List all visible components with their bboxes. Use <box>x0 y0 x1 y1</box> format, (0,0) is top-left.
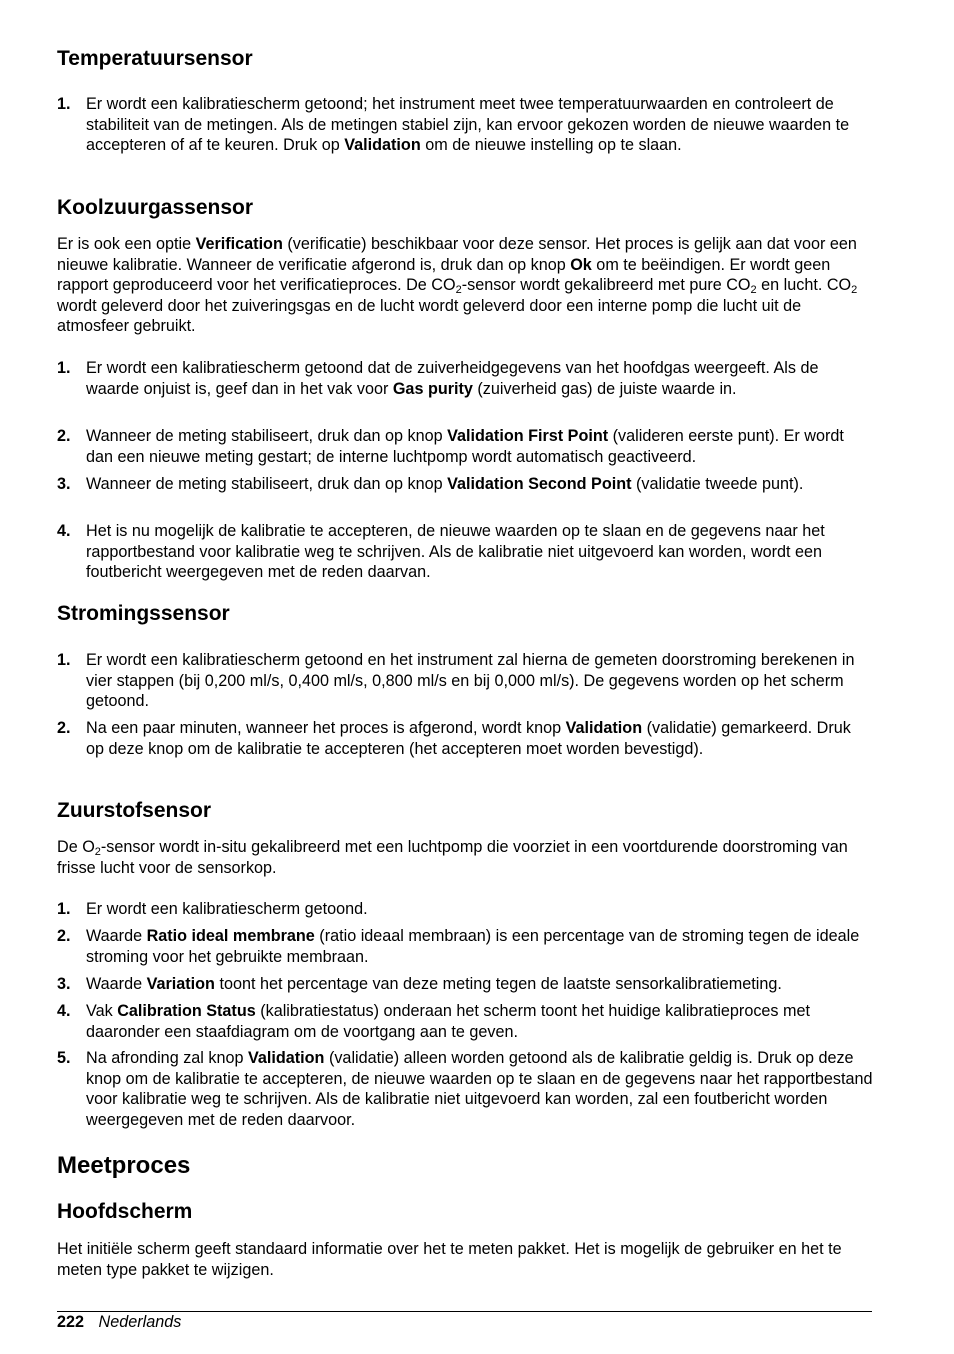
heading-zuurstofsensor: Zuurstofsensor <box>57 799 212 822</box>
list-number: 2. <box>57 427 71 445</box>
list-text: Na afronding zal knop Validation (validatie) alleen worden getoond als de kalibratie geldig is. Druk op deze knop om de kalibratie te accepteren, de nieuwe waarden op te slaan en de gegevens naar het rapportbestand voor kalibratie weg te schrijven. Als de kalibratie niet uitgevoerd kan worden, zal een foutbericht worden weergegeven met de reden daarvoor. <box>86 1049 873 1129</box>
list-text: Er wordt een kalibratiescherm getoond dat de zuiverheidgegevens van het hoofdgas weergeeft. Als de waarde onjuist is, geef dan in het vak voor Gas purity (zuiverheid gas) de juiste waarde in. <box>86 359 819 398</box>
list-text: Er wordt een kalibratiescherm getoond; het instrument meet twee temperatuurwaarden en controleert de stabiliteit van de metingen. Als de metingen stabiel zijn, kan ervoor gekozen worden de nieuwe waarden te accepteren of af te keuren. Druk op Validation om de nieuwe instelling op te slaan. <box>86 95 850 154</box>
list-item-temp-1 <box>57 94 873 156</box>
list-text: Waarde Ratio ideal membrane (ratio ideaal membraan) is een percentage van de stroming tegen de ideale stroming voor het gebruikte membraan. <box>86 927 860 966</box>
list-text: Wanneer de meting stabiliseert, druk dan op knop Validation First Point (valideren eerste punt). Er wordt dan een nieuwe meting gestart; de interne luchtpomp wordt automatisch geactiveerd. <box>86 427 844 466</box>
list-item-co2-2 <box>57 426 873 467</box>
list-text: Het is nu mogelijk de kalibratie te accepteren, de nieuwe waarden op te slaan en de gegevens naar het rapportbestand voor kalibratie weg te schrijven. Als de kalibratie niet uitgevoerd kan worden, wordt een foutbericht weergegeven met de reden daarvan. <box>86 522 825 581</box>
heading-meetproces: Meetproces <box>57 1152 191 1179</box>
list-number: 1. <box>57 900 71 918</box>
list-number: 5. <box>57 1049 71 1067</box>
list-text: Wanneer de meting stabiliseert, druk dan op knop Validation Second Point (validatie tweede punt). <box>86 475 804 493</box>
list-item-o2-4 <box>57 1001 873 1042</box>
list-item-o2-1 <box>57 899 873 920</box>
list-text: Na een paar minuten, wanneer het proces is afgerond, wordt knop Validation (validatie) gemarkeerd. Druk op deze knop om de kalibratie te accepteren (het accepteren moet worden bevestigd). <box>86 719 851 758</box>
list-item-o2-3 <box>57 974 873 995</box>
list-item-co2-1 <box>57 358 873 399</box>
list-number: 1. <box>57 651 71 669</box>
list-text: Er wordt een kalibratiescherm getoond. <box>86 900 368 918</box>
list-item-flow-1 <box>57 650 873 712</box>
heading-stromingssensor: Stromingssensor <box>57 602 230 625</box>
list-number: 2. <box>57 719 71 737</box>
paragraph-hoofdscherm: Het initiële scherm geeft standaard informatie over het te meten pakket. Het is mogelijk de gebruiker en het te meten type pakket te wijzigen. <box>57 1240 842 1279</box>
list-number: 3. <box>57 975 71 993</box>
paragraph-o2-intro: De $O_2$-sensor wordt in-situ gekalibreerd met een luchtpomp die voorziet in een voortdurende doorstroming van frisse lucht voor de sensorkop. <box>57 838 848 877</box>
list-number: 3. <box>57 475 71 493</box>
page-number: 222 <box>57 1313 85 1331</box>
list-item-o2-5 <box>57 1048 873 1130</box>
list-number: 2. <box>57 927 71 945</box>
list-number: 1. <box>57 359 71 377</box>
list-text: Waarde Variation toont het percentage van deze meting tegen de laatste sensorkalibratiemeting. <box>86 975 782 993</box>
list-text: Vak Calibration Status (kalibratiestatus) onderaan het scherm toont het huidige kalibratieproces met daaronder een staafdiagram om de voortgang aan te geven. <box>86 1002 810 1041</box>
heading-hoofdscherm: Hoofdscherm <box>57 1200 193 1223</box>
list-item-co2-4 <box>57 521 873 583</box>
heading-temperatuursensor: Temperatuursensor <box>57 47 253 70</box>
heading-koolzuurgassensor: Koolzuurgassensor <box>57 196 254 219</box>
list-number: 4. <box>57 1002 71 1020</box>
list-item-o2-2 <box>57 926 873 967</box>
list-item-flow-2 <box>57 718 873 759</box>
list-text: Er wordt een kalibratiescherm getoond en het instrument zal hierna de gemeten doorstroming berekenen in vier stappen (bij 0,200 ml/s, 0,400 ml/s, 0,800 ml/s en bij 0,000 ml/s). De gegevens worden op het scherm getoond. <box>86 651 855 710</box>
list-number: 4. <box>57 522 71 540</box>
footer-language: Nederlands <box>98 1313 182 1331</box>
page-footer <box>57 1312 181 1332</box>
paragraph-co2-intro: Er is ook een optie Verification (verificatie) beschikbaar voor deze sensor. Het proces is gelijk aan dat voor een nieuwe kalibratie. Wanneer de verificatie afgerond is, druk dan op knop Ok om te beëindigen. Er wordt geen rapport geproduceerd voor het verificatieproces. De $CO_2$-sensor wordt gekalibreerd met pure $CO_2$ en lucht. $CO_2$ wordt geleverd door het zuiveringsgas en de lucht wordt geleverd door een interne pomp die lucht uit de atmosfeer gebruikt. <box>57 235 858 335</box>
list-item-co2-3 <box>57 474 873 495</box>
list-number: 1. <box>57 95 71 113</box>
